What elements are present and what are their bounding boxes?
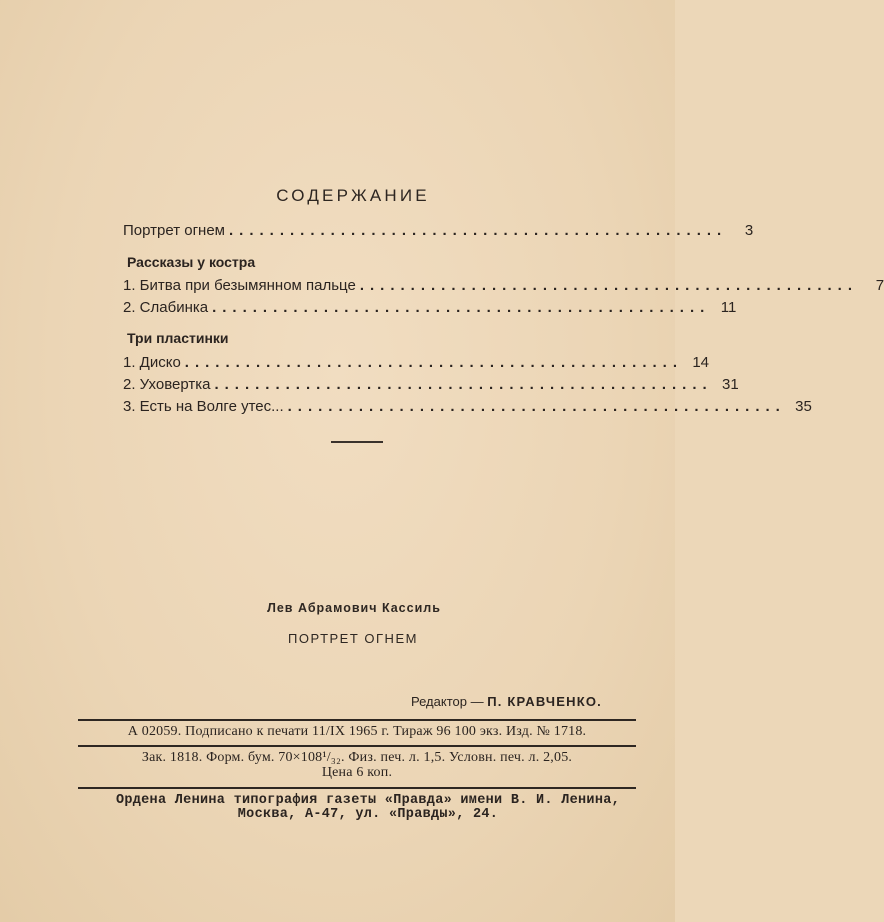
book-title: ПОРТРЕТ ОГНЕМ [288,631,418,646]
toc-entry [123,398,812,418]
toc-entry-label: Портрет огнем [123,222,225,239]
toc-entry-page: 7 [875,277,884,294]
printer-line: Москва, А-47, ул. «Правды», 24. [237,807,499,822]
divider [78,745,636,747]
toc-entry-label: 1. Битва при безымянном пальце [123,277,356,294]
toc-leader: ................................................. [228,222,728,239]
toc-leader: ................................................. [287,398,786,415]
toc-section-heading: Рассказы у костра [127,254,256,270]
printer-line: Ордена Ленина типография газеты «Правда» имени В. И. Ленина, [115,793,621,808]
toc-section-heading: Три пластинки [127,330,229,346]
toc-entry [123,376,739,396]
price: Цена 6 коп. [321,765,393,780]
toc-entry-label: 2. Уховертка [123,376,211,393]
toc-leader: ................................................. [184,354,684,371]
toc-title: СОДЕРЖАНИЕ [276,186,430,205]
toc-leader: ................................................. [359,277,859,294]
toc-entry-page: 11 [720,299,737,316]
editor-name: П. КРАВЧЕНКО. [487,694,602,709]
author-name: Лев Абрамович Кассиль [267,601,441,615]
toc-entry-page: 14 [692,354,710,371]
toc-entry [123,354,710,374]
divider [78,719,636,721]
toc-entry [123,299,737,319]
imprint-line: А 02059. Подписано к печати 11/IX 1965 г. Тираж 96 100 экз. Изд. № 1718. [127,724,587,739]
toc-entry [123,222,754,242]
toc-entry-page: 3 [744,222,754,239]
editor-credit [411,694,602,709]
toc-leader: ................................................. [214,376,713,393]
toc-entry-label: 2. Слабинка [123,299,209,316]
toc-end-rule [331,441,383,443]
toc-entry-label: 3. Есть на Волге утес... [123,398,284,415]
toc-leader: ................................................. [212,299,711,316]
toc-entry [123,277,884,297]
toc-entry-page: 31 [722,376,739,393]
editor-label: Редактор — [411,694,484,709]
imprint-line: Зак. 1818. Форм. бум. 70×108¹/₃₂. Физ. печ. л. 1,5. Условн. печ. л. 2,05. [141,750,573,765]
toc-entry-label: 1. Диско [123,354,181,371]
divider [78,787,636,789]
toc-entry-page: 35 [795,398,812,415]
